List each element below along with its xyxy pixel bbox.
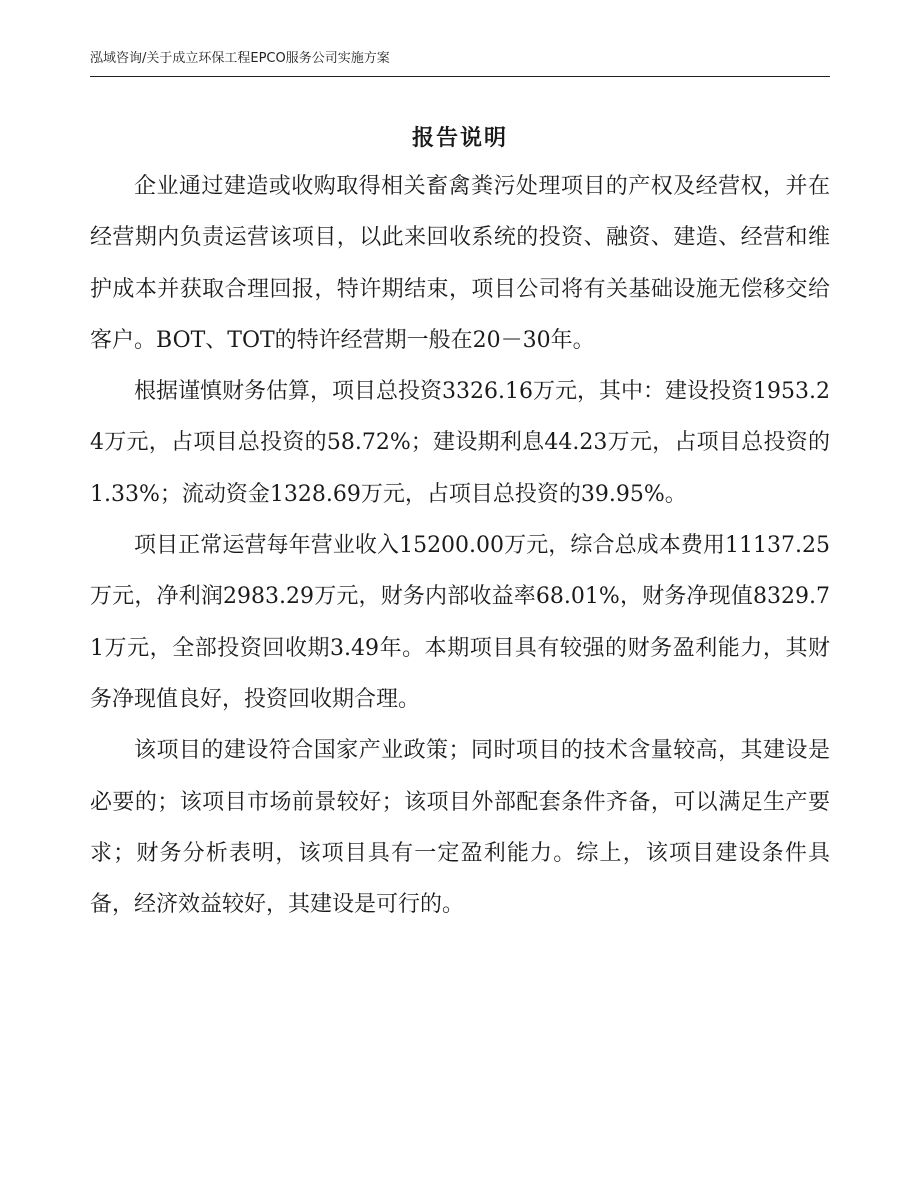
header-rule xyxy=(90,76,830,77)
running-header: 泓域咨询/关于成立环保工程EPCO服务公司实施方案 xyxy=(90,51,390,66)
paragraph-conclusion: 该项目的建设符合国家产业政策；同时项目的技术含量较高，其建设是必要的；该项目市场前景较好；该项目外部配套条件齐备，可以满足生产要求；财务分析表明，该项目具有一定盈利能力。综上，该项目建设条件具备，经济效益较好，其建设是可行的。 xyxy=(90,738,830,918)
document-title: 报告说明 xyxy=(411,126,508,151)
paragraph-investment: 根据谨慎财务估算，项目总投资3326.16万元，其中：建设投资1953.24万元，占项目总投资的58.72%；建设期利息44.23万元，占项目总投资的1.33%；流动资金1328.69万元，占项目总投资的39.95%。 xyxy=(90,379,830,507)
document-body xyxy=(90,161,830,930)
paragraph-revenue: 项目正常运营每年营业收入15200.00万元，综合总成本费用11137.25万元，净利润2983.29万元，财务内部收益率68.01%，财务净现值8329.71万元，全部投资回收期3.49年。本期项目具有较强的财务盈利能力，其财务净现值良好，投资回收期合理。 xyxy=(90,533,830,712)
paragraph-bot-tot: 企业通过建造或收购取得相关畜禽粪污处理项目的产权及经营权，并在经营期内负责运营该项目，以此来回收系统的投资、融资、建造、经营和维护成本并获取合理回报，特许期结束，项目公司将有关基础设施无偿移交给客户。BOT、TOT的特许经营期一般在20－30年。 xyxy=(90,174,830,353)
